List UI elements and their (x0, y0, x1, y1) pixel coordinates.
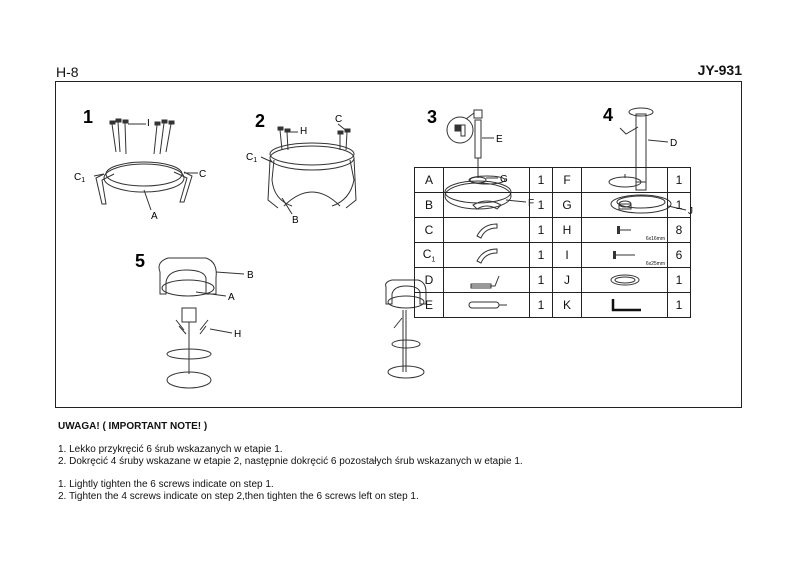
part-quantity: 1 (530, 268, 553, 293)
gas-cylinder-icon (457, 295, 517, 315)
part-picture (582, 193, 668, 218)
part-letter: I (553, 243, 582, 268)
table-row (415, 168, 691, 193)
part-quantity: 1 (668, 193, 691, 218)
part-quantity: 6 (668, 243, 691, 268)
part-size-spec: 6x16mm (645, 236, 665, 242)
part-picture (444, 218, 530, 243)
part-quantity: 1 (668, 168, 691, 193)
part-picture (582, 243, 668, 268)
part-letter: H (553, 218, 582, 243)
step-3-label-f: F (528, 198, 535, 209)
bushing-icon (595, 195, 655, 215)
step-1-label-a: A (151, 211, 158, 222)
part-picture (444, 193, 530, 218)
step-1-label-c: C (199, 169, 207, 180)
lever-icon (457, 270, 517, 290)
allen-key-icon (595, 295, 655, 315)
table-row (415, 268, 691, 293)
note-pl-2: 2. Dokręcić 4 śruby wskazane w etapie 2, następnie dokręcić 6 pozostałych śrub wskazanych w etapie 1. (58, 456, 523, 467)
step-5-label-h: H (234, 329, 242, 340)
step-2-label-b: B (292, 215, 299, 226)
step-1-illustration (74, 107, 206, 222)
step-4-number: 4 (603, 105, 614, 125)
step-3-number: 3 (427, 107, 438, 127)
part-picture (582, 293, 668, 318)
seat-icon (457, 170, 517, 190)
base-icon (595, 170, 655, 190)
note-en-1: 1. Lightly tighten the 6 screws indicate on step 1. (58, 479, 274, 490)
part-letter: A (415, 168, 444, 193)
part-picture (444, 168, 530, 193)
step-2-label-c: C (335, 114, 343, 125)
table-row (415, 293, 691, 318)
part-quantity: 1 (668, 293, 691, 318)
parts-list-table (414, 167, 691, 318)
part-size-spec: 6x25mm (645, 261, 665, 267)
part-quantity: 8 (668, 218, 691, 243)
note-title: UWAGA! ( IMPORTANT NOTE! ) (58, 421, 208, 432)
part-quantity: 1 (530, 218, 553, 243)
part-quantity: 1 (530, 193, 553, 218)
step-1-label-c1: $C_1$ (74, 172, 86, 184)
step-3-label-e: E (496, 134, 503, 145)
model-number: JY-931 (697, 62, 742, 78)
part-letter: F (553, 168, 582, 193)
step-4-label-j: J (688, 206, 693, 217)
table-row (415, 193, 691, 218)
part-picture (582, 218, 668, 243)
part-letter: B (415, 193, 444, 218)
backrest-icon (457, 195, 517, 215)
step-5-label-b: B (247, 270, 254, 281)
armrest-icon (457, 245, 517, 265)
step-1-label-i: I (147, 118, 150, 129)
part-letter: D (415, 268, 444, 293)
step-2-illustration (246, 111, 356, 226)
step-2-number: 2 (255, 111, 266, 131)
step-5-label-a: A (228, 292, 235, 303)
part-letter: G (553, 193, 582, 218)
part-quantity: 1 (530, 293, 553, 318)
table-row (415, 243, 691, 268)
part-letter: K (553, 293, 582, 318)
part-picture (582, 268, 668, 293)
part-quantity: 1 (530, 243, 553, 268)
step-4-label-d: D (670, 138, 678, 149)
footrest-ring-icon (595, 270, 655, 290)
step-2-label-h: H (300, 126, 308, 137)
note-pl-1: 1. Lekko przykręcić 6 śrub wskazanych w etapie 1. (58, 444, 283, 455)
step-5-illustration (135, 251, 254, 388)
part-picture (444, 293, 530, 318)
part-quantity: 1 (530, 168, 553, 193)
step-2-label-c1: $C_1$ (246, 152, 258, 164)
step-5-number: 5 (135, 251, 146, 271)
part-picture (444, 243, 530, 268)
part-letter: E (415, 293, 444, 318)
note-en-2: 2. Tighten the 4 screws indicate on step 2,then tighten the 6 screws left on step 1. (58, 491, 419, 502)
step-1-number: 1 (83, 107, 94, 127)
step-3-label-g: G (500, 174, 508, 185)
armrest-icon (457, 220, 517, 240)
step-2-screws (278, 127, 350, 150)
part-letter: $C_1$ (415, 243, 444, 268)
part-letter: C (415, 218, 444, 243)
table-row (415, 218, 691, 243)
part-picture (444, 268, 530, 293)
part-quantity: 1 (668, 268, 691, 293)
part-picture (582, 168, 668, 193)
part-letter: J (553, 268, 582, 293)
document-code: H-8 (56, 64, 79, 80)
